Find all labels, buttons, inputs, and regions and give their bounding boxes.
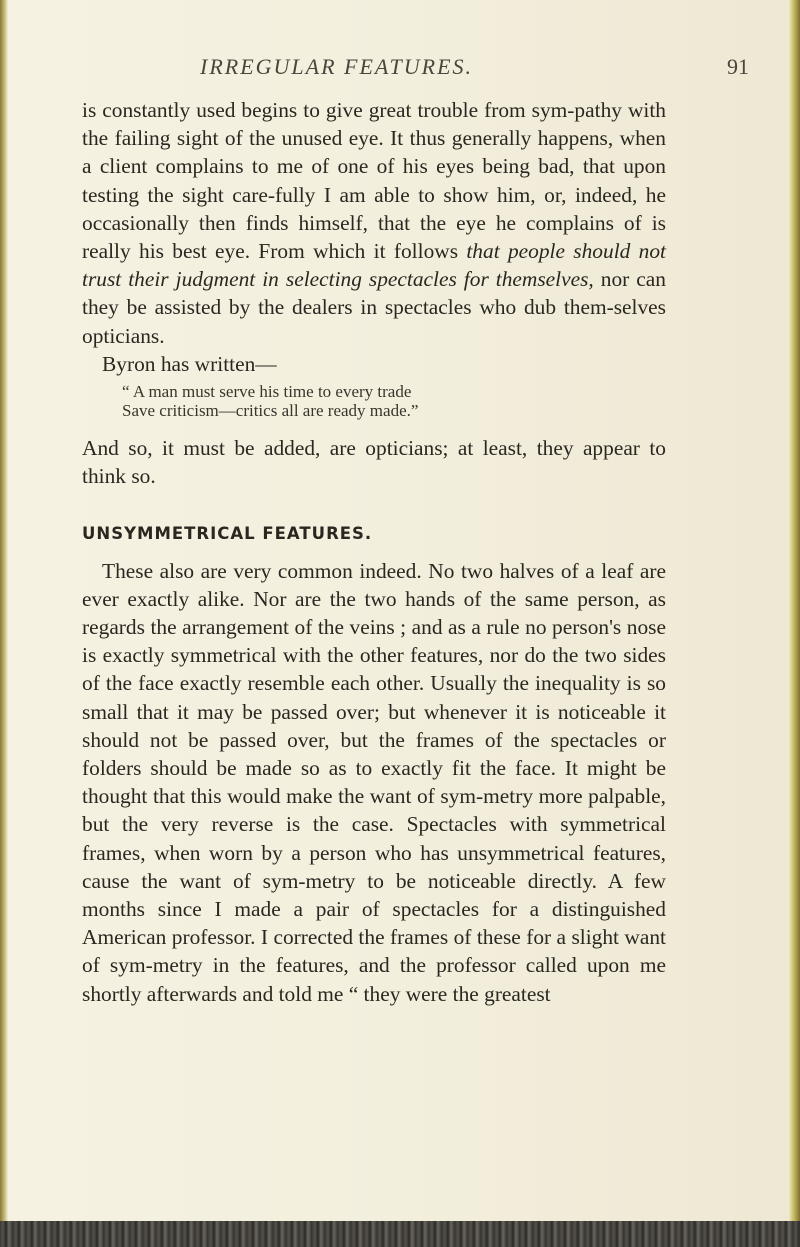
body-text — [82, 96, 666, 1008]
page-header — [0, 54, 800, 94]
quote-line-2: Save criticism—critics all are ready made.” — [122, 401, 419, 421]
page-bottom-edge — [0, 1221, 800, 1247]
section-heading: UNSYMMETRICAL FEATURES. — [82, 524, 373, 544]
page-left-edge — [0, 0, 8, 1247]
paragraph-unsymmetrical: These also are very common indeed. No two halves of a leaf are ever exactly alike. Nor are the two hands of the same person, as regards the arrangement of the veins ; and as a rule no person's nose is exactly symmetrical with the other features, nor do the two sides of the face exactly resemble each other. Usually the inequality is so small that it may be passed over; but whenever it is noticeable it should not be passed over, but the frames of the spectacles or folders should be made so as to exactly fit the face. It might be thought that this would make the want of sym-metry more palpable, but the very reverse is the case. Spectacles with symmetrical frames, when worn by a person who has unsymmetrical features, cause the want of sym-metry to be noticeable directly. A few months since I made a pair of spectacles for a distinguished American professor. I corrected the frames of these for a slight want of sym-metry in the features, and the professor called upon me shortly afterwards and told me “ they were the greatest — [82, 558, 666, 1006]
page-number: 91 — [727, 54, 749, 79]
paragraph-continued — [82, 96, 666, 350]
verse-quote — [122, 382, 666, 420]
page-right-edge — [788, 0, 800, 1247]
paragraph-text: is constantly used begins to give great trouble from sym-pathy with the failing sight of the unused eye. It thus generally happens, when a client complains to me of one of his eyes being bad, that upon testing the sight care-fully I am able to show him, or, indeed, he occasionally then finds himself, that the eye he complains of is really his best eye. From which it follows — [82, 98, 666, 264]
running-title: IRREGULAR FEATURES. — [200, 54, 474, 79]
paragraph-text: nor can they be assisted by the dealers in spectacles who dub them-selves opticians. — [82, 267, 666, 348]
paragraph-opticians: And so, it must be added, are opticians; at least, they appear to think so. — [82, 436, 666, 489]
italic-emphasis: that people should not trust their judgment in selecting spectacles for themselves, — [82, 239, 666, 292]
paragraph-byron: Byron has written— — [102, 351, 277, 376]
quote-line-1: “ A man must serve his time to every trade — [122, 382, 412, 402]
